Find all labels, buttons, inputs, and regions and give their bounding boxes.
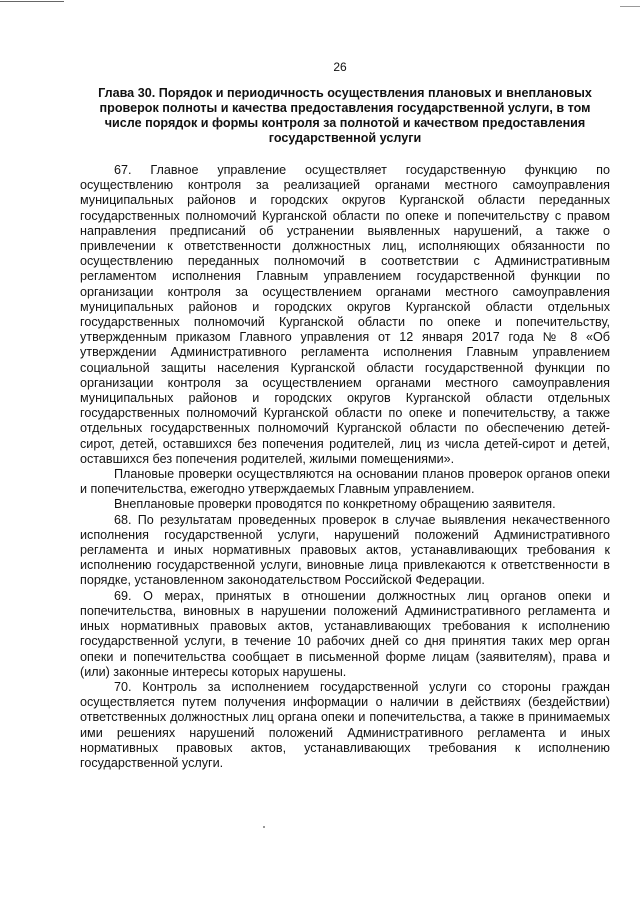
paragraph-planned-inspections: Плановые проверки осуществляются на основании планов проверок органов опеки и попечительства, ежегодно утверждаемых Главным управлением. bbox=[80, 467, 610, 497]
chapter-title: Глава 30. Порядок и периодичность осуществления плановых и внеплановых проверок полноты и качества предоставления государственной услуги, в том числе порядок и формы контроля за полнотой и качеством предоставления государственной услуги bbox=[98, 86, 592, 145]
scan-artifact-line bbox=[620, 6, 640, 7]
document-body bbox=[80, 163, 610, 771]
page-number: 26 bbox=[333, 60, 347, 74]
scan-artifact-dot bbox=[263, 826, 265, 828]
paragraph-unplanned-inspections: Внеплановые проверки проводятся по конкретному обращению заявителя. bbox=[114, 497, 556, 512]
paragraph-68: 68. По результатам проведенных проверок в случае выявления некачественного исполнения государственной услуги, нарушений положений Административного регламента и иных нормативных правовых актов, устанавливающих требования к исполнению государственной услуги, виновные лица привлекаются к ответственности в порядке, установленном законодательством Российской Федерации. bbox=[80, 512, 610, 588]
scan-artifact-line bbox=[0, 1, 64, 2]
paragraph-69: 69. О мерах, принятых в отношении должностных лиц органов опеки и попечительства, виновных в нарушении положений Административного регламента и иных нормативных правовых актов, устанавливающих требования к исполнению государственной услуги, в течение 10 рабочих дней со дня принятия таких мер орган опеки и попечительства сообщает в письменной форме лицам (заявителям), права и (или) законные интересы которых нарушены. bbox=[80, 588, 610, 679]
paragraph-70: 70. Контроль за исполнением государственной услуги со стороны граждан осуществляется путем получения информации о наличии в действиях (бездействии) ответственных должностных лиц органа опеки и попечительства, а также в принимаемых ими решениях нарушений положений Административного регламента и иных нормативных правовых актов, устанавливающих требования к исполнению государственной услуги. bbox=[80, 679, 610, 770]
paragraph-67: 67. Главное управление осуществляет государственную функцию по осуществлению контроля за реализацией органами местного самоуправления муниципальных районов и городских округов Курганской области переданных государственных полномочий Курганской области по опеке и попечительству с правом направления предписаний об устранении выявленных нарушений, а также о привлечении к ответственности должностных лиц, исполняющих обязанности по осуществлению переданных полномочий в соответствии с Административным регламентом исполнения Главным управлением государственной функции по организации контроля за осуществлением органами местного самоуправления муниципальных районов и городских округов Курганской области отдельных государственных полномочий Курганской области по опеке и попечительству, утвержденным приказом Главного управления от 12 января 2017 года № 8 «Об утверждении Административного регламента исполнения Главным управлением социальной защиты населения Курганской области государственной функции по организации контроля за осуществлением органами местного самоуправления муниципальных районов и городских округов Курганской области отдельных государственных полномочий Курганской области по опеке и попечительству, а также отдельных государственных полномочий Курганской области по обеспечению детей-сирот, детей, оставшихся без попечения родителей, лиц из числа детей-сирот и детей, оставшихся без попечения родителей, жилыми помещениями». bbox=[80, 163, 610, 466]
